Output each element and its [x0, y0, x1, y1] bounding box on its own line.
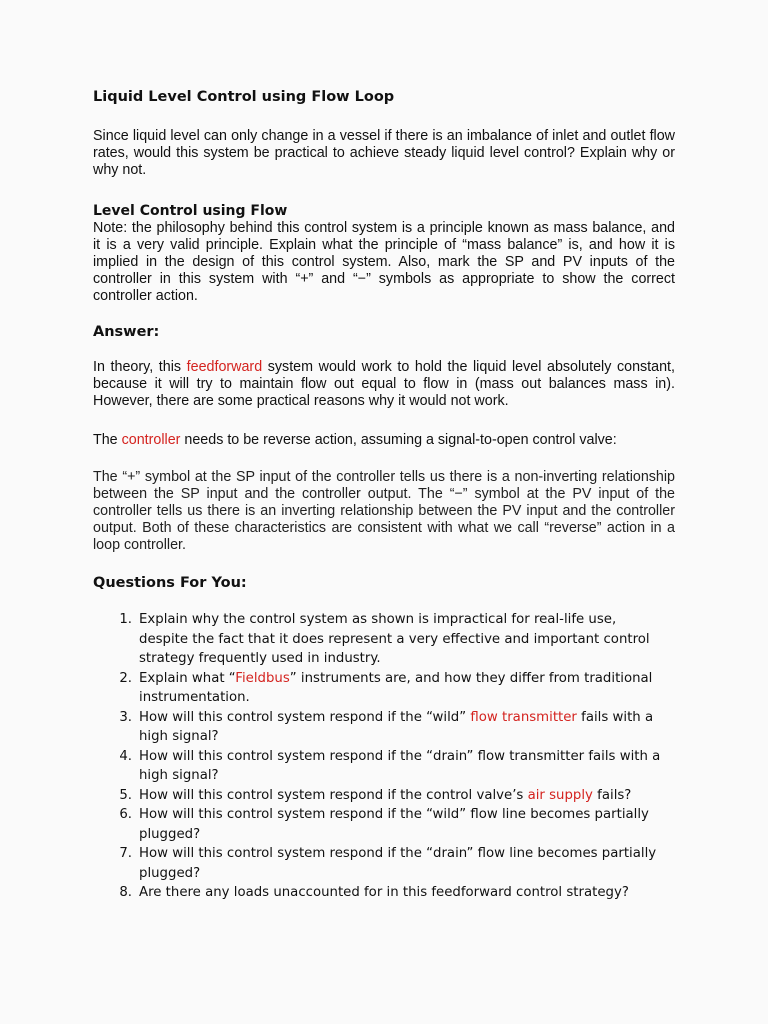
- question-number: 3.: [119, 709, 132, 725]
- list-item: [112, 747, 668, 786]
- question-number: 7.: [119, 846, 132, 861]
- answer-text-after: needs to be reverse action, assuming a signal-to-open control valve:: [180, 432, 617, 448]
- question-text: Explain what “: [139, 670, 236, 686]
- answer-paragraph-controller: [93, 432, 675, 449]
- list-item: [112, 883, 668, 903]
- question-text: fails?: [592, 787, 632, 803]
- list-item: [112, 844, 668, 883]
- answer-text-before: In theory, this: [93, 359, 187, 375]
- question-text: How will this control system respond if the control valve’s: [139, 787, 528, 803]
- controller-link[interactable]: controller: [121, 432, 181, 448]
- answer-text-before: The: [93, 432, 122, 448]
- flow-transmitter-link[interactable]: flow transmitter: [470, 709, 577, 725]
- answer-text-after: system would work to hold the liquid level absolutely constant, because it will try to maintain flow out equal to flow in (mass out balances mass in). However, there are some practical reasons why it would not work.: [93, 359, 676, 409]
- section-subheading: Level Control using Flow: [93, 203, 288, 219]
- answer-paragraph-feedforward: [93, 359, 675, 410]
- question-text: How will this control system respond if the “drain” flow transmitter fails with a high signal?: [139, 748, 661, 783]
- question-text: How will this control system respond if the “wild”: [139, 709, 471, 725]
- list-item: [112, 708, 668, 747]
- page-title: Liquid Level Control using Flow Loop: [93, 89, 395, 105]
- question-number: 2.: [119, 670, 132, 686]
- list-item: [112, 786, 668, 806]
- air-supply-link[interactable]: air supply: [527, 787, 593, 803]
- question-number: 4.: [119, 748, 132, 764]
- list-item: [112, 669, 668, 708]
- question-text: Are there any loads unaccounted for in this feedforward control strategy?: [139, 885, 629, 900]
- question-text: fails with a high signal?: [139, 709, 654, 744]
- question-text: How will this control system respond if the “wild” flow line becomes partially plugged?: [139, 807, 649, 842]
- questions-heading: Questions For You:: [93, 575, 247, 591]
- question-text: How will this control system respond if the “drain” flow line becomes partially plugged?: [139, 846, 657, 881]
- list-item: [112, 610, 668, 669]
- list-item: [112, 805, 668, 844]
- question-number: 1.: [119, 612, 132, 627]
- answer-paragraph-symbols: The “+” symbol at the SP input of the controller tells us there is a non-inverting relationship between the SP input and the controller output. The “−” symbol at the PV input of the controller tells us there is an inverting relationship between the PV input and the controller output. Both of these characteristics are consistent with what we call “reverse” action in a loop controller.: [93, 469, 675, 553]
- questions-list: [112, 610, 668, 903]
- note-paragraph: Note: the philosophy behind this control system is a principle known as mass balance, and it is a very valid principle. Explain what the principle of “mass balance” is, and how it is implied in the design of this control system. Also, mark the SP and PV inputs of the controller in this system with “+” and “−” symbols as appropriate to show the correct controller action.: [93, 220, 675, 304]
- intro-paragraph: Since liquid level can only change in a vessel if there is an imbalance of inlet and outlet flow rates, would this system be practical to achieve steady liquid level control? Explain why or why not.: [93, 128, 675, 178]
- feedforward-link[interactable]: feedforward: [186, 359, 263, 375]
- question-number: 5.: [119, 787, 132, 803]
- question-text: Explain why the control system as shown is impractical for real-life use, despite the fact that it does represent a very effective and important control strategy frequently used in industry.: [139, 612, 650, 666]
- question-text: ” instruments are, and how they differ from traditional instrumentation.: [139, 670, 653, 705]
- question-number: 6.: [119, 807, 132, 822]
- question-number: 8.: [119, 885, 132, 900]
- fieldbus-link[interactable]: Fieldbus: [235, 670, 290, 686]
- answer-heading: Answer:: [93, 324, 160, 340]
